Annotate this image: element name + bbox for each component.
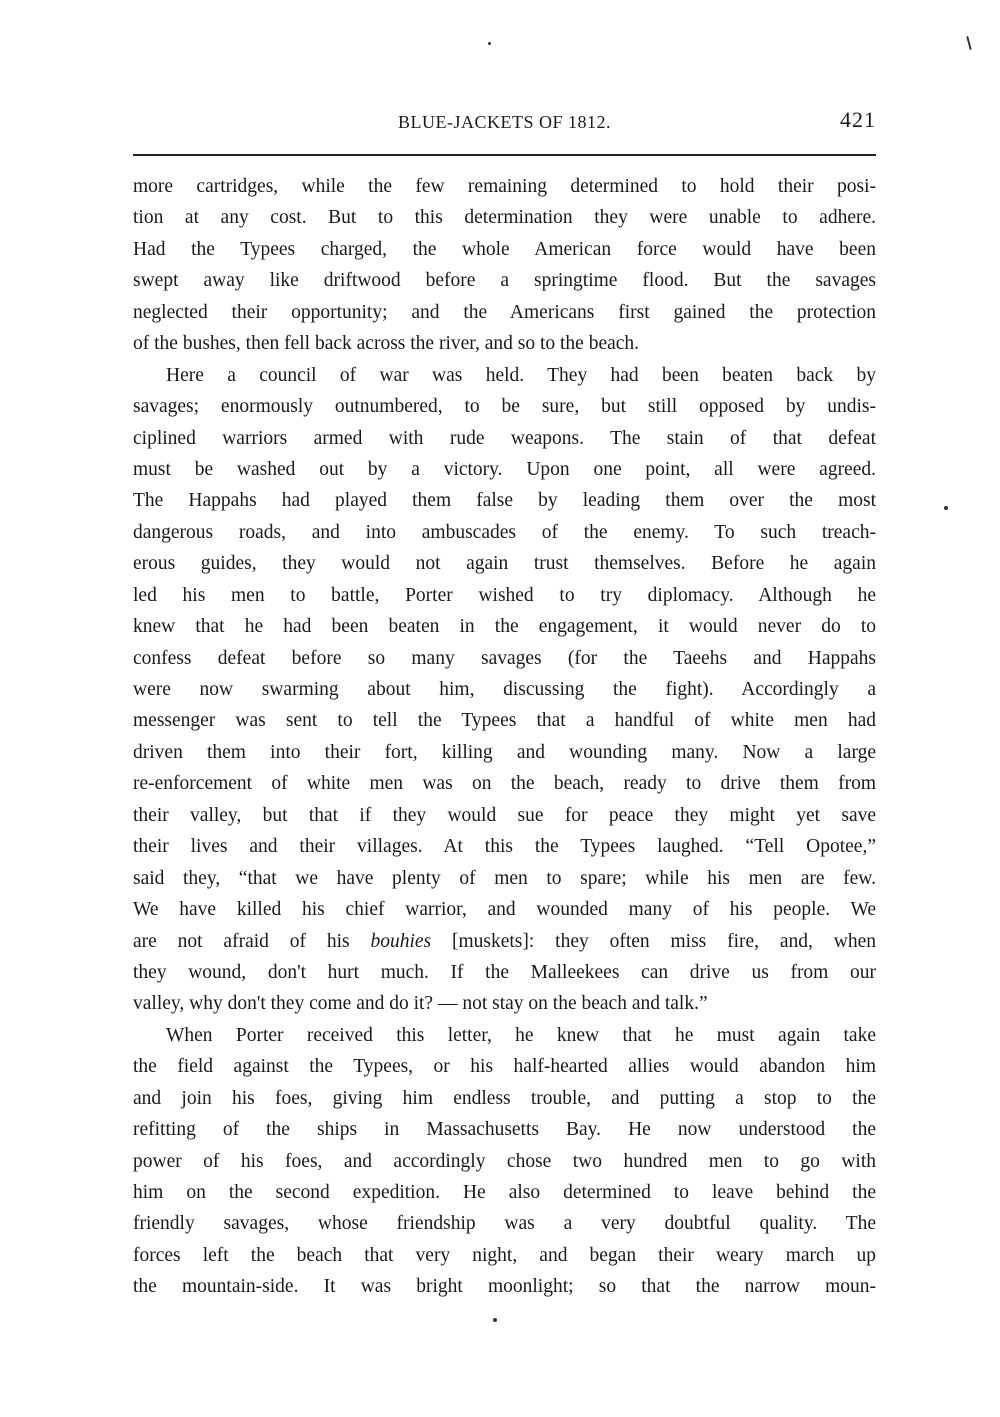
text-line: knew that he had been beaten in the engagement, it would never do to	[133, 616, 876, 638]
text-line: forces left the beach that very night, and began their weary march up	[133, 1244, 876, 1266]
text-line: of the bushes, then fell back across the river, and so to the beach.	[133, 333, 640, 355]
text-line: the mountain-side. It was bright moonlight; so that the narrow moun-	[133, 1276, 876, 1298]
page-header	[133, 104, 876, 144]
text-line: the field against the Typees, or his half-hearted allies would abandon him	[133, 1056, 876, 1078]
scan-speck	[944, 506, 948, 510]
header-rule	[133, 154, 876, 156]
text-line: erous guides, they would not again trust themselves. Before he again	[133, 553, 876, 575]
text-line: Had the Typees charged, the whole American force would have been	[133, 238, 876, 260]
text-fragment: are not afraid of his	[133, 930, 371, 952]
text-fragment: [muskets]: they often miss fire, and, when	[431, 930, 877, 952]
text-line	[133, 926, 876, 957]
text-line: Here a council of war was held. They had been beaten back by	[166, 364, 876, 386]
text-line: power of his foes, and accordingly chose two hundred men to go with	[133, 1150, 876, 1172]
text-line: must be washed out by a victory. Upon one point, all were agreed.	[133, 458, 876, 480]
text-line: friendly savages, whose friendship was a very doubtful quality. The	[133, 1213, 876, 1235]
body-text	[133, 171, 876, 1303]
text-line: swept away like driftwood before a springtime flood. But the savages	[133, 270, 876, 292]
page-number: 421	[840, 107, 876, 132]
scan-speck	[966, 36, 972, 50]
text-line: said they, “that we have plenty of men to spare; while his men are few.	[133, 867, 876, 889]
text-line: driven them into their fort, killing and wounding many. Now a large	[133, 741, 876, 763]
text-line: The Happahs had played them false by leading them over the most	[133, 490, 876, 512]
text-line: neglected their opportunity; and the Americans first gained the protection	[133, 301, 876, 323]
text-line: We have killed his chief warrior, and wounded many of his people. We	[133, 899, 876, 921]
text-line: confess defeat before so many savages (for the Taeehs and Happahs	[133, 647, 876, 669]
text-line: their lives and their villages. At this the Typees laughed. “Tell Opotee,”	[133, 836, 876, 858]
text-line: savages; enormously outnumbered, to be sure, but still opposed by undis-	[133, 396, 876, 418]
italic-word: bouhies	[370, 930, 432, 952]
scan-speck	[488, 42, 491, 45]
text-line: ciplined warriors armed with rude weapons. The stain of that defeat	[133, 427, 876, 449]
scan-speck	[493, 1318, 497, 1322]
text-line: re-enforcement of white men was on the beach, ready to drive them from	[133, 773, 876, 795]
text-line: were now swarming about him, discussing the fight). Accordingly a	[133, 679, 876, 700]
running-title: BLUE-JACKETS OF 1812.	[397, 112, 611, 132]
text-line: more cartridges, while the few remaining determined to hold their posi-	[133, 176, 876, 197]
text-line: and join his foes, giving him endless trouble, and putting a stop to the	[133, 1087, 876, 1109]
text-line: messenger was sent to tell the Typees that a handful of white men had	[133, 710, 876, 732]
text-line: they wound, don't hurt much. If the Malleekees can drive us from our	[133, 961, 876, 983]
text-line: valley, why don't they come and do it? — not stay on the beach and talk.”	[133, 993, 708, 1015]
text-line: him on the second expedition. He also determined to leave behind the	[133, 1182, 876, 1203]
text-line: led his men to battle, Porter wished to try diplomacy. Although he	[133, 584, 876, 606]
text-line: their valley, but that if they would sue for peace they might yet save	[133, 804, 876, 826]
text-line: When Porter received this letter, he knew that he must again take	[166, 1024, 876, 1046]
text-line: dangerous roads, and into ambuscades of the enemy. To such treach-	[133, 521, 876, 543]
text-line: tion at any cost. But to this determination they were unable to adhere.	[133, 207, 876, 229]
text-line: refitting of the ships in Massachusetts Bay. He now understood the	[133, 1119, 876, 1141]
